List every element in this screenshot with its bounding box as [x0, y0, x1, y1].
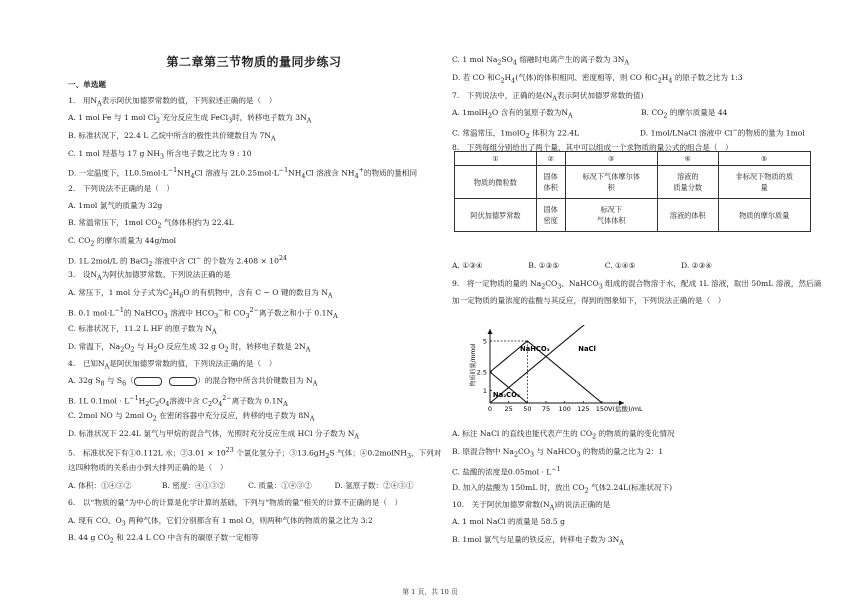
page-title: 第二章第三节物质的量同步练习: [166, 55, 342, 69]
titration-chart: [468, 325, 648, 420]
series-label: NaHCO₃: [519, 344, 550, 353]
text-line: 10. 关于阿伏加德罗常数$(N_A)$的说法正确的是: [452, 500, 611, 512]
x-tick-label: 125: [577, 405, 590, 413]
text-line: A. 32g $S_8$ 与 $S_6$（ ）的混合物中所含共价键数目为 $N_A$: [68, 376, 318, 388]
text-line: A. 1molH$_2$O 含有的氢原子数为$N_A$ B. $CO_2$ 的摩尔质量是 44: [452, 108, 728, 120]
table-cell: 物质的微粒数: [455, 166, 537, 199]
text-line: A. 标注 NaCl 的直线也能代表产生的 $CO_2$ 的物质的量的变化情况: [452, 429, 675, 441]
text-line: D. 1L 2mol/L 的 BaCl$_2$ 溶液中含 Cl− 的个数为 $2.408 \times 10^{24}$: [68, 255, 287, 269]
table-cell: 标况下 气体体积: [565, 199, 657, 232]
y-axis-arrow: [488, 329, 493, 334]
text-line: 1. 用$N_A$表示阿伏加德罗常数的值，下列叙述正确的是（ ）: [68, 96, 277, 108]
text-line: D. 加入的盐酸为 150mL 时，放出 $CO_2$ 气体2.24L(标准状况下): [452, 483, 673, 495]
page-footer: 第 1 页，共 10 页: [402, 588, 458, 596]
series-label: NaCl: [578, 344, 596, 353]
text-line: B. 原混合物中 $Na_2CO_3$ 与 NaHCO$_3$ 的物质的量之比为 2：1: [452, 447, 664, 459]
text-line: 2. 下列说法不正确的是（ ）: [68, 184, 174, 193]
text-line: B. 1L $0.1mol \cdot L^{-1}H_2C_2O_4$溶液中含 $C_2O_4^{2-}$离子数为 $0.1N_A$: [68, 395, 288, 409]
text-line: 8. 下列每组分别给出了两个量，其中可以组成一个求物质的量公式的组合是（ ）: [452, 143, 733, 152]
x-tick-label: 0: [487, 405, 493, 413]
text-line: B. 1mol 氯气与足量的铁反应，转移电子数为 $3N_A$: [452, 535, 624, 547]
text-line: C. $CO_2$ 的摩尔质量为 44g/mol: [68, 236, 177, 248]
table-cell: 溶液的 质量分数: [657, 166, 718, 199]
x-tick-label: 25: [504, 405, 513, 413]
table-cell: 非标况下物质的质 量: [718, 166, 810, 199]
text-line: 6. 以“物质的量”为中心的计算是化学计算的基础，下列与“物质的量”相关的计算不正确的是（ ）: [68, 498, 403, 507]
text-line: B. 44 g $CO_2$ 和 22.4 L CO 中含有的碳原子数一定相等: [68, 533, 259, 545]
table-cell: ⑤: [718, 152, 810, 166]
text-line: 加一定物质的量浓度的盐酸与其反应，得到的图象如下，下列说法正确的是（ ）: [452, 296, 726, 305]
x-tick-label: 50: [523, 405, 532, 413]
table-cell: 标况下气体摩尔体 积: [565, 166, 657, 199]
y-axis-label: 物质的量/mmol: [470, 343, 477, 387]
table-cell: 阿伏加德罗常数: [455, 199, 537, 232]
text-line: A. 体积：①④③② B. 密度：④①③② C. 质量：①④③② D. 氢原子数：②④③①: [68, 481, 414, 490]
text-line: C. 1 mol $Na_2SO_4$ 熔融时电离产生的离子数为 $3N_A$: [452, 55, 629, 67]
text-line: D. 标准状况下 22.4L 氯气与甲烷的混合气体，光照时充分反应生成 HCl 分子数为 $N_A$: [68, 429, 359, 441]
text-line: 4. 已知$N_A$是阿伏加德罗常数的值，下列说法正确的是（ ）: [68, 359, 277, 371]
text-line: C. 1 mol 羟基与 17 g $NH_3$ 所含电子数之比为 9 : 10: [68, 149, 252, 161]
text-line: B. 标准状况下，22.4 L 乙烷中所含的极性共价键数目为 $7N_A$: [68, 131, 276, 143]
text-line: B. 0.1 $mol\cdot L^{-1}$的 NaHCO$_3$ 溶液中 $HCO_3^-$和 $CO_3^{2-}$离子数之和小于 $0.1N_A$: [68, 307, 338, 321]
table-cell: 固体 密度: [536, 199, 565, 232]
text-line: B. 常温常压下，1mol $CO_2$ 气体体积约为 22.4L: [68, 218, 234, 230]
text-line: D. 若 CO 和$C_2H_4$(气体)的体积相同、密度相等，则 CO 和$C_2H_4$ 的原子数之比为 1:3: [452, 73, 743, 85]
y-tick-label: 5: [482, 337, 487, 346]
text-line: A. 1 mol Fe 与 1 mol $Cl_2$ 充分反应生成 FeCl$_3$时，转移电子数为 $3N_A$: [68, 113, 312, 125]
table-cell: ④: [657, 152, 718, 166]
text-line: 9. 将一定物质的量的 $Na_2CO_3$、NaHCO$_3$ 组成的混合物溶于水，配成 1L 溶液，取出 50mL 溶液，然后滴: [452, 279, 822, 291]
table-cell: ①: [455, 152, 537, 166]
text-line: D. 常温下，$Na_2O_2$ 与 $H_2O$ 反应生成 32 g $O_2$ 时，转移电子数是 $2N_A$: [68, 342, 311, 354]
x-tick-label: 100: [558, 405, 571, 413]
text-line: D. 一定温度下，$1L0.5mol\cdot L^{-1}NH_4Cl$ 溶液与 $2L0.25mol\cdot L^{-1}NH_4Cl$ 溶液含 $NH_4^+$的物质的量相同: [68, 167, 418, 181]
x-axis-label: V(盐酸)/mL: [608, 405, 643, 413]
section-heading: 一、单选题: [68, 80, 106, 89]
table-cell: 物质的摩尔质量: [718, 199, 810, 232]
text-line: A. ①③④ B. ①③⑤ C. ①④⑤ D. ②③④: [452, 261, 713, 270]
x-tick-label: 75: [541, 405, 551, 413]
y-tick-label: 2.5: [476, 368, 487, 377]
molecule-ring-icon: [134, 377, 162, 386]
text-line: 7. 下列说法中，正确的是($N_A$表示阿伏加德罗常数的值): [452, 91, 644, 103]
series-label: Na₂CO₃: [492, 390, 520, 399]
text-line: A. 1 mol NaCl 的质量是 58.5 g: [452, 517, 565, 526]
text-line: C. 2mol NO 与 2mol $O_2$ 在密闭容器中充分反应，转移的电子数为 $8N_A$: [68, 411, 315, 423]
text-line: 3. 设$N_A$为阿伏加德罗常数。下列说法正确的是: [68, 270, 231, 282]
x-tick-label: 150: [595, 405, 609, 413]
text-line: 5. 标准状况下有①0.112L 水；②3.01 × $10^{23}$ 个氯化氢分子；$③13.6gH_2S$ 气体；④0.2molNH$_3$，下列对: [68, 447, 442, 461]
table-cell: ②: [536, 152, 565, 166]
text-line: C. 标准状况下，11.2 L HF 的原子数为 $N_A$: [68, 324, 217, 336]
text-line: A. 现有 CO、$O_3$ 两种气体，它们分别都含有 1 mol O，则两种气体的物质的量之比为 3:2: [68, 516, 373, 528]
table-cell: 固体 体积: [536, 166, 565, 199]
table-cell: 溶液的体积: [657, 199, 718, 232]
text-line: C. 常温常压，1molO$_2$ 体积为 22.4L D. 1mol/LNaCl 溶液中 Cl−的物质的量为 1mol: [452, 127, 805, 141]
text-line: 这四种物质的关系由小到大排列正确的是（ ）: [68, 463, 228, 472]
text-line: A. 常压下，1 mol 分子式为$C_2H_6O$ 的有机物中，含有 C − O 键的数目为 $N_A$: [68, 288, 333, 300]
table-cell: ③: [565, 152, 657, 166]
quantity-table: [454, 151, 811, 232]
y-tick-label: 1: [482, 387, 487, 396]
molecule-ring-icon: [169, 377, 197, 386]
text-line: C. 盐酸的浓度是$0.05mol \cdot L^{-1}$: [452, 466, 561, 477]
text-line: A. 1mol 氯气的质量为 32g: [68, 201, 163, 210]
